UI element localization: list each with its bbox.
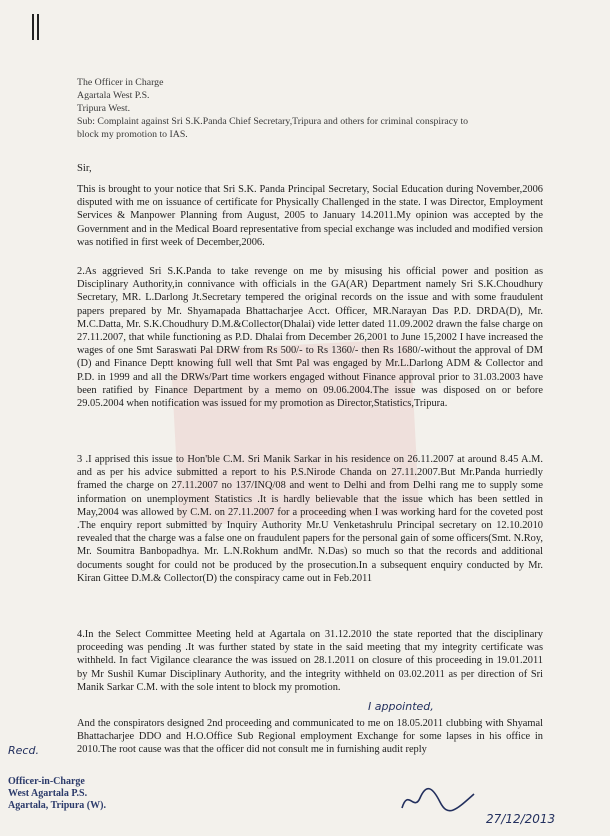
handwritten-note: I appointed,	[368, 700, 434, 713]
received-mark: Recd.	[8, 744, 39, 757]
signature-date: 27/12/2013	[486, 812, 556, 826]
stamp-line: Agartala, Tripura (W).	[8, 800, 106, 811]
stamp-line: West Agartala P.S.	[8, 788, 88, 799]
subject-line: block my promotion to IAS.	[77, 129, 188, 140]
addressee-line: The Officer in Charge	[77, 77, 164, 88]
paragraph-3: 3 .I apprised this issue to Hon'ble C.M. Sri Manik Sarkar in his residence on 26.11.2007 at around 8.45 A.M. and as per his advice submitted a report to his P.S.Nirode Chanda on 27.11.2007.But Mr.Panda hurriedly framed the charge on 27.11.2007 no 137/INQ/08 and went to Delhi and from Delhi rang me to supply some information on unemployment Statistics .It is hardly believable that the issue which has been settled in May,2004 was allowed by C.M. on 27.11.2007 for a proceeding when I was working hard for the coveted post .The enquiry report submitted by Inquiry Authority Mr.U Venketashrulu Principal secretary on 12.10.2010 revealed that the charge was a false one on fraudulent papers for the personal gain of some officers(Smt. N.Roy, Mr. Soumitra Banbopadhya. Mr. L.N.Rokhum andMr. N.Das) so much so that the records and additional documents sought for could not be produced by the prosecution.In a subsequent enquiry conducted by Mr. Kiran Gittee D.M.& Collector(D) the conspiracy came out in Feb.2011	[77, 454, 543, 584]
margin-mark	[37, 14, 39, 40]
paragraph-4: 4.In the Select Committee Meeting held at Agartala on 31.12.2010 the state reported that the disciplinary proceeding was pending .It was further stated by state in the said meeting that my integrity certificate was withheld. In fact Vigilance clearance the was issued on 28.1.2011 on closure of this proceeding in 19.01.2011 by Mr Sushil Kumar Disciplinary Authority, and the integrity withheld on 03.02.2011 as per direction of Sri Manik Sarkar C.M. with the sole intent to block my promotion.	[77, 629, 543, 693]
signature	[398, 782, 478, 818]
addressee-line: Agartala West P.S.	[77, 90, 150, 101]
subject-line: Sub: Complaint against Sri S.K.Panda Chief Secretary,Tripura and others for criminal conspiracy to	[77, 116, 469, 127]
addressee-line: Tripura West.	[77, 103, 131, 114]
paragraph-1: This is brought to your notice that Sri S.K. Panda Principal Secretary, Social Education during November,2006 disputed with me on issuance of certificate for Physically Challenged in the state. I was Director, Employment Services & Manpower Planning from August, 2005 to January 14.2011.My opinion was accepted by the Government and in the Medical Board representative from special exchange was included and modified version was notified in first week of December,2006.	[77, 184, 543, 248]
letter-header	[77, 76, 547, 141]
margin-mark	[32, 14, 34, 40]
salutation: Sir,	[77, 163, 92, 174]
police-station-stamp	[8, 776, 168, 812]
paragraph-2: 2.As aggrieved Sri S.K.Panda to take revenge on me by misusing his official power and position as Disciplinary Authority,in connivance with officials in the GA(AR) Department namely Sri S.K.Choudhury Secretary, MR. L.Darlong Jt.Secretary tempered the original records on the issue and with some fraudulent papers prepared by Mr. Shyamapada Bhattacharjee Acct. Officer, MR.Narayan Das P.D. DRDA(D), Mr. M.C.Datta, Mr. S.K.Choudhury D.M.&Collector(Dhalai) vide letter dated 11.09.2002 drawn the false charge on 27.11.2007, that while functioning as P.D. Dhalai from December 26,2001 to June 15,2002 I have increased the wages of one Smt Saraswati Pal DRW from Rs 500/- to Rs 1360/- then Rs 1680/-without the approval of DM (D) and Finance Deptt knowing full well that Smt Pal was engaged by Mr.L.Darlong ADM & Collector and P.D. in 1999 and all the DRWs/Part time workers engaged without Finance approval prior to 31.03.2003 have been ratified by Finance Department by a memo on 09.06.2004.The issue was disposed on or before 29.05.2004 when notification was issued for my promotion as Director,Statistics,Tripura.	[77, 266, 543, 410]
stamp-line: Officer-in-Charge	[8, 776, 85, 787]
paragraph-5: And the conspirators designed 2nd proceeding and communicated to me on 18.05.2011 clubbing with Shyamal Bhattacharjee DDO and H.O.Office Sub Regional employment Exchange for some lapses in his office in 2010.The root cause was that the officer did not consult me in furnishing audit reply	[77, 718, 543, 756]
